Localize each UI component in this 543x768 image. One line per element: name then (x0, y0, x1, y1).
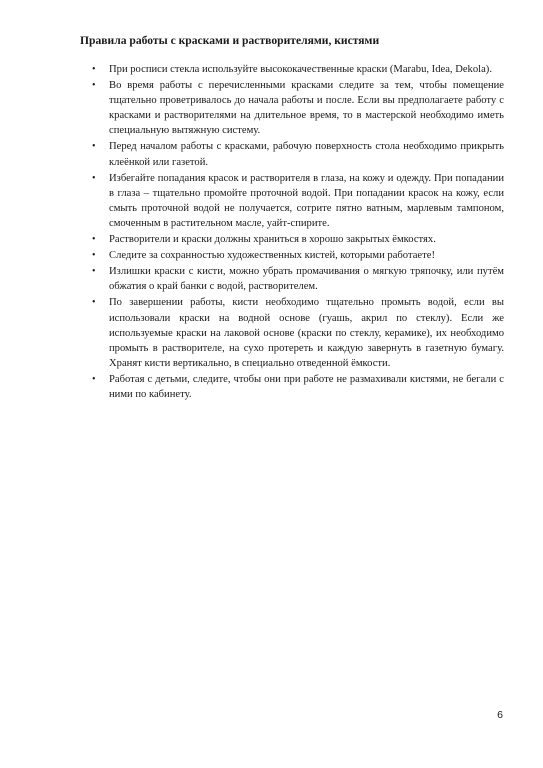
bullet-icon: • (92, 266, 96, 278)
bullet-icon: • (92, 373, 96, 385)
list-item (92, 232, 504, 247)
list-item-text: По завершении работы, кисти необходимо тщательно промыть водой, если вы использовали краски на водной основе (гуашь, акрил по стеклу). Если же используемые краски на лаковой основе (краски по стеклу, керамике), их необходимо промыть в растворителе, на сухо протереть и каждую завернуть в газетную бумагу. Хранят кисти вертикально, в специально отведенной ёмкости. (109, 297, 504, 369)
list-item (92, 295, 504, 370)
list-item (92, 62, 504, 77)
list-item (92, 372, 504, 402)
list-item-text: При росписи стекла используйте высококачественные краски (Marabu, Idea, Dekola). (109, 64, 492, 75)
list-item-text: Во время работы с перечисленными красками следите за тем, чтобы помещение тщательно проветривалось до начала работы и после. Если вы предполагаете работу с красками и растворителями на длительное время, то в мастерской необходимо иметь специальную вытяжную систему. (109, 80, 504, 137)
bullet-icon: • (92, 172, 96, 184)
page-heading: Правила работы с красками и растворителями, кистями (80, 34, 380, 47)
list-item (92, 248, 504, 263)
rules-list (92, 62, 504, 403)
list-item-text: Работая с детьми, следите, чтобы они при работе не размахивали кистями, не бегали с ними по кабинету. (109, 373, 504, 400)
list-item-text: Следите за сохранностью художественных кистей, которыми работаете! (109, 250, 435, 262)
bullet-icon: • (92, 141, 96, 153)
list-item-text: Перед началом работы с красками, рабочую поверхность стола необходимо прикрыть клеёнкой или газетой. (109, 141, 504, 168)
page-number: 6 (497, 709, 503, 721)
list-item (92, 139, 504, 169)
list-item (92, 78, 504, 138)
list-item-text: Растворители и краски должны храниться в хорошо закрытых ёмкостях. (109, 234, 436, 246)
list-item (92, 171, 504, 231)
bullet-icon: • (92, 64, 96, 75)
bullet-icon: • (92, 250, 96, 262)
list-item (92, 264, 504, 294)
bullet-icon: • (92, 80, 96, 92)
bullet-icon: • (92, 234, 96, 246)
list-item-text: Излишки краски с кисти, можно убрать промачивания о мягкую тряпочку, или путём обжатия о край банки с водой, растворителем. (109, 266, 504, 293)
list-item-text: Избегайте попадания красок и растворителя в глаза, на кожу и одежду. При попадании в глаза – тщательно промойте проточной водой. При попадании красок на кожу, если смыть проточной водой не получается, сотрите пятно ватным, марлевым тампоном, смоченным в растительном масле, уайт-спирите. (109, 172, 504, 229)
bullet-icon: • (92, 297, 96, 309)
